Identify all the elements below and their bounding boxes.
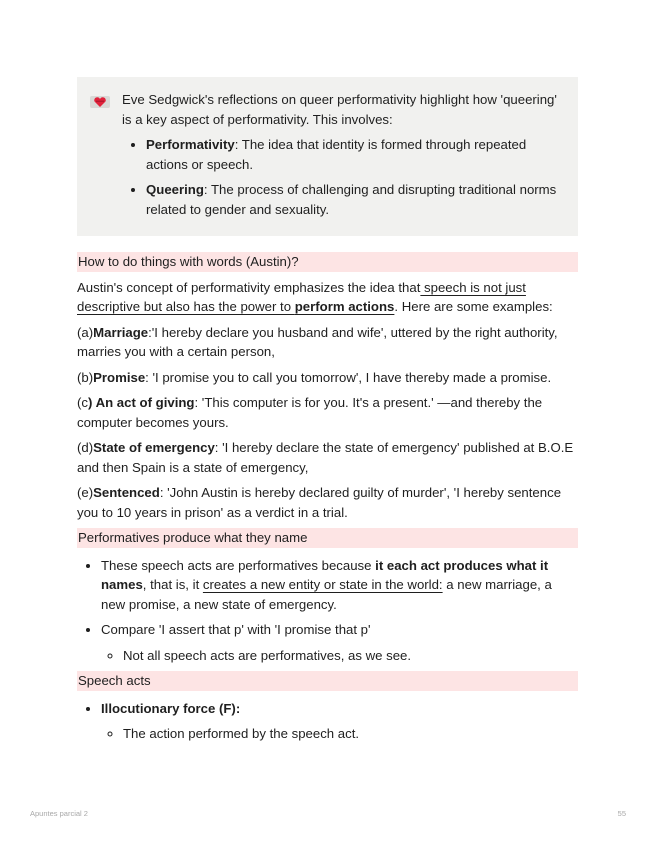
example-prefix: (b) xyxy=(77,369,94,385)
callout-list xyxy=(122,135,564,219)
sub-list xyxy=(101,646,578,666)
example-prefix: (a) xyxy=(77,324,94,340)
text: , that is, it xyxy=(142,577,203,592)
callout xyxy=(77,77,578,236)
example-term: Sentenced xyxy=(93,485,160,500)
example-prefix: (c xyxy=(77,395,88,410)
sub-list xyxy=(101,724,578,744)
text: Austin's concept of performativity emphasizes the idea that xyxy=(77,279,421,295)
section-heading: Performatives produce what they name xyxy=(77,528,578,548)
bold-text: Illocutionary force (F): xyxy=(101,700,241,716)
example-paragraph xyxy=(77,323,578,362)
list-item xyxy=(101,556,578,615)
callout-definition: : The idea that identity is formed through repeated actions or speech. xyxy=(146,137,527,172)
example-prefix: (d) xyxy=(77,440,94,455)
list-item: ◦ Not all speech acts are performatives, as we see. xyxy=(123,646,578,666)
example-text: : 'This computer is for you. It's a present.' —and thereby the computer becomes yours. xyxy=(77,395,543,430)
list-item xyxy=(101,620,578,665)
section-heading: How to do things with words (Austin)? xyxy=(77,252,578,272)
bullet-list xyxy=(77,699,578,744)
footer-title: Apuntes parcial 2 xyxy=(30,809,88,818)
text: These speech acts are performatives because xyxy=(101,557,376,573)
example-text: :'I hereby declare you husband and wife', uttered by the right authority, marries you with a certain person, xyxy=(77,324,558,359)
text: . Here are some examples: xyxy=(394,299,553,314)
bold-underlined-text: perform actions xyxy=(294,299,395,314)
example-prefix: (e) xyxy=(77,485,94,500)
heart-gem-icon xyxy=(90,90,112,225)
section-heading: Speech acts xyxy=(77,671,578,691)
example-term: ) An act of giving xyxy=(88,395,195,410)
example-term: State of emergency xyxy=(93,440,215,455)
callout-term: Queering xyxy=(146,182,204,197)
example-term: Marriage xyxy=(93,324,149,340)
callout-definition: : The process of challenging and disrupting traditional norms related to gender and sexuality. xyxy=(146,182,557,217)
example-paragraph xyxy=(77,483,578,522)
callout-body xyxy=(122,90,564,225)
callout-intro: Eve Sedgwick's reflections on queer performativity highlight how 'queering' is a key aspect of performativity. This involves: xyxy=(122,92,557,127)
page-content xyxy=(77,77,578,750)
example-paragraph xyxy=(77,393,578,432)
callout-term: Performativity xyxy=(146,137,235,152)
example-text: : 'I promise you to call you tomorrow', I have thereby made a promise. xyxy=(145,369,552,385)
bold-text: it each act produces what it names xyxy=(101,557,549,592)
bullet-list xyxy=(77,556,578,666)
underlined-text: speech is not just descriptive but also has the power to xyxy=(77,279,526,314)
text: a new marriage, a new promise, a new state of emergency. xyxy=(101,577,552,612)
list-item xyxy=(146,135,564,174)
list-item xyxy=(101,699,578,744)
example-paragraph xyxy=(77,438,578,477)
text: Compare 'I assert that p' with 'I promise that p' xyxy=(101,622,371,637)
paragraph xyxy=(77,278,578,317)
example-text: : 'I hereby declare the state of emergency' published at B.O.E and then Spain is a state of emergency, xyxy=(77,440,574,475)
list-item: ◦ The action performed by the speech act. xyxy=(123,724,578,744)
underlined-text: creates a new entity or state in the world: xyxy=(202,577,443,592)
page-number: 55 xyxy=(617,809,626,818)
example-paragraph xyxy=(77,368,578,388)
example-term: Promise xyxy=(93,369,146,385)
example-text: : 'John Austin is hereby declared guilty of murder', 'I hereby sentence you to 10 years in prison' as a verdict in a trial. xyxy=(77,485,562,520)
list-item xyxy=(146,180,564,219)
